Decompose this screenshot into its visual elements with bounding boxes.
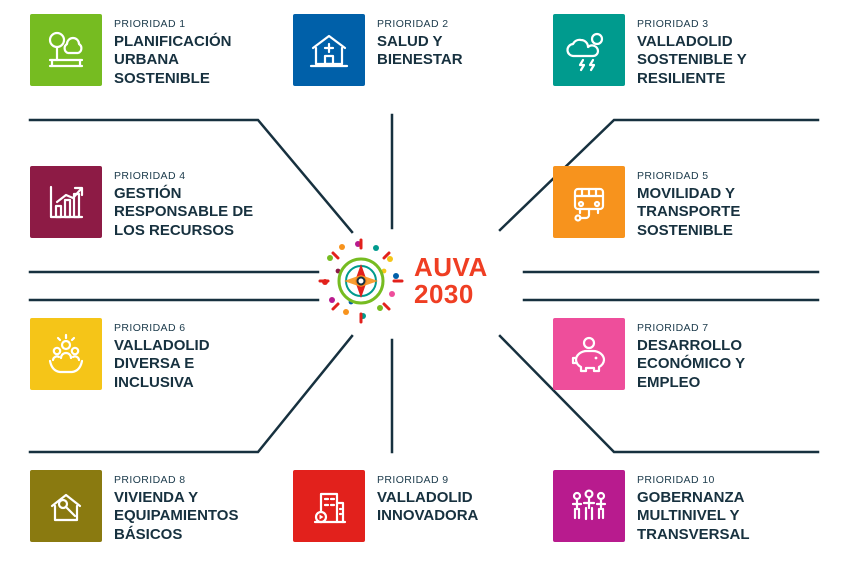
priority-card-5[interactable] — [553, 166, 787, 240]
priority-card-8-text — [114, 470, 279, 544]
piggy-bank-icon — [553, 318, 625, 390]
priority-card-3[interactable] — [553, 14, 787, 88]
hospital-building-icon — [293, 14, 365, 86]
priority-kicker: PRIORIDAD 3 — [637, 18, 709, 30]
house-key-icon — [30, 470, 102, 542]
center-hub[interactable] — [318, 236, 530, 326]
priority-kicker: PRIORIDAD 6 — [114, 322, 186, 334]
priority-card-5-text — [637, 166, 787, 240]
priority-title: VALLADOLID SOSTENIBLE Y RESILIENTE — [637, 33, 747, 87]
priority-card-1-text — [114, 14, 264, 88]
bar-chart-growth-icon — [30, 166, 102, 238]
center-hub-label-line1: AUVA — [414, 252, 488, 283]
priority-card-4[interactable] — [30, 166, 264, 240]
priority-card-7[interactable] — [553, 318, 787, 392]
priority-title: VALLADOLID INNOVADORA — [377, 489, 479, 525]
priority-kicker: PRIORIDAD 8 — [114, 474, 186, 486]
smart-city-icon — [293, 470, 365, 542]
priority-kicker: PRIORIDAD 9 — [377, 474, 449, 486]
center-hub-label-line2: 2030 — [414, 279, 474, 309]
priority-kicker: PRIORIDAD 10 — [637, 474, 715, 486]
priority-card-6-text — [114, 318, 264, 392]
park-trees-icon — [30, 14, 102, 86]
priority-card-2[interactable] — [293, 14, 527, 86]
priority-card-6[interactable] — [30, 318, 264, 392]
priority-title: MOVILIDAD Y TRANSPORTE SOSTENIBLE — [637, 185, 741, 239]
priority-card-2-text — [377, 14, 527, 70]
priority-card-3-text — [637, 14, 787, 88]
priority-card-10-text — [637, 470, 802, 544]
hands-people-icon — [30, 318, 102, 390]
priority-title: DESARROLLO ECONÓMICO Y EMPLEO — [637, 337, 745, 391]
storm-cloud-icon — [553, 14, 625, 86]
priority-title: VIVIENDA Y EQUIPAMIENTOS BÁSICOS — [114, 489, 239, 543]
electric-bus-icon — [553, 166, 625, 238]
compass-rose-icon — [318, 238, 404, 324]
priority-title: SALUD Y BIENESTAR — [377, 33, 463, 69]
priority-title: GOBERNANZA MULTINIVEL Y TRANSVERSAL — [637, 489, 750, 543]
priority-kicker: PRIORIDAD 2 — [377, 18, 449, 30]
priority-card-7-text — [637, 318, 787, 392]
priority-kicker: PRIORIDAD 1 — [114, 18, 186, 30]
priority-title: GESTIÓN RESPONSABLE DE LOS RECURSOS — [114, 185, 254, 239]
priority-card-8[interactable] — [30, 470, 279, 544]
priority-kicker: PRIORIDAD 4 — [114, 170, 186, 182]
priority-kicker: PRIORIDAD 5 — [637, 170, 709, 182]
priority-card-9-text — [377, 470, 527, 526]
priority-card-1[interactable] — [30, 14, 264, 88]
priority-kicker: PRIORIDAD 7 — [637, 322, 709, 334]
priority-card-4-text — [114, 166, 264, 240]
priority-card-9[interactable] — [293, 470, 527, 542]
priority-card-10[interactable] — [553, 470, 802, 544]
priority-title: VALLADOLID DIVERSA E INCLUSIVA — [114, 337, 210, 391]
priority-title: PLANIFICACIÓN URBANA SOSTENIBLE — [114, 33, 232, 87]
people-group-icon — [553, 470, 625, 542]
center-hub-label — [414, 254, 488, 307]
